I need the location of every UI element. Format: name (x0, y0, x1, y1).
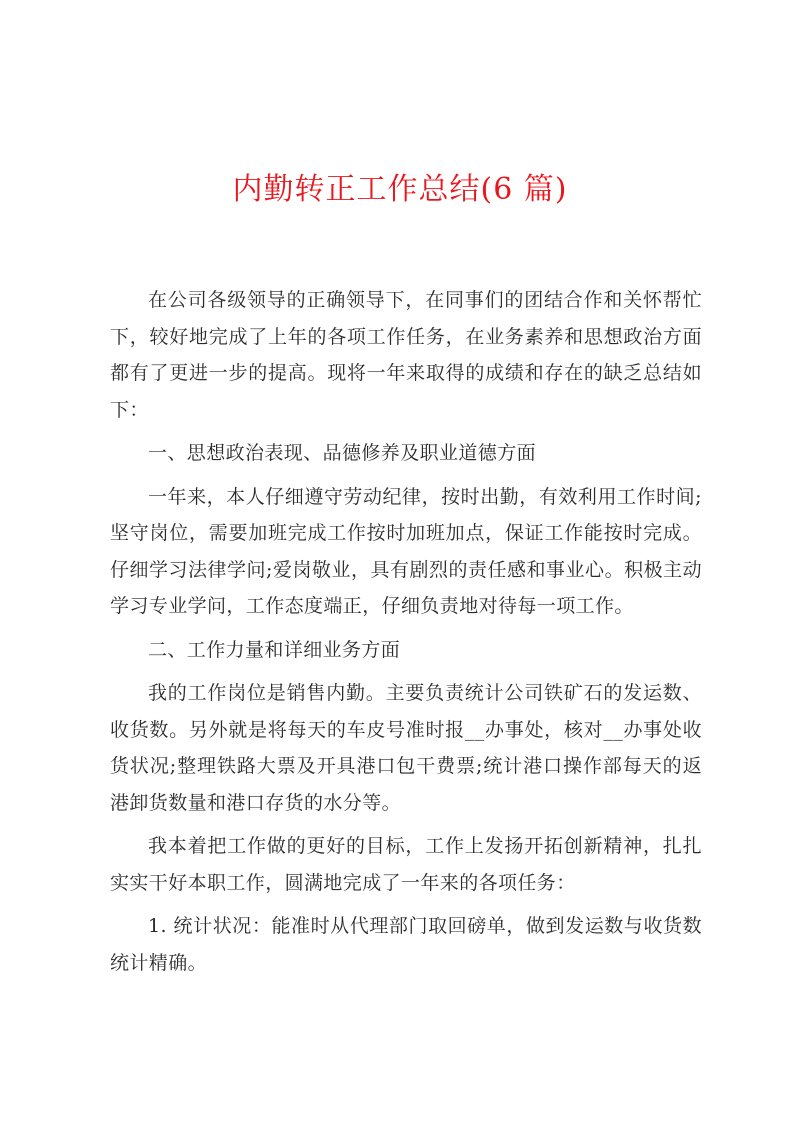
list-item-1: 1. 统计状况：能准时从代理部门取回磅单，做到发运数与收货数统计精确。 (110, 915, 702, 974)
paragraph-job-duties: 我的工作岗位是销售内勤。主要负责统计公司铁矿石的发运数、收货数。另外就是将每天的车皮号准时报__办事处，核对__办事处收货状况;整理铁路大票及开具港口包干费票;统计港口操作部每天的返港卸货数量和港口存货的水分等。 (110, 682, 702, 814)
paragraph-intro: 在公司各级领导的正确领导下，在同事们的团结合作和关怀帮忙下，较好地完成了上年的各项工作任务，在业务素养和思想政治方面都有了更进一步的提高。现将一年来取得的成绩和存在的缺乏总结如下： (110, 289, 702, 421)
document-body (110, 282, 702, 988)
document-title: 内勤转正工作总结(6 篇) (232, 172, 568, 207)
paragraph-section-1: 一年来，本人仔细遵守劳动纪律，按时出勤，有效利用工作时间;坚守岗位，需要加班完成工作按时加班加点，保证工作能按时完成。仔细学习法律学问;爱岗敬业，具有剧烈的责任感和事业心。积极主动学习专业学问，工作态度端正，仔细负责地对待每一项工作。 (110, 485, 702, 617)
paragraph-goals: 我本着把工作做的更好的目标，工作上发扬开拓创新精神，扎扎实实干好本职工作，圆满地完成了一年来的各项任务： (110, 835, 702, 894)
section-heading-2: 二、工作力量和详细业务方面 (148, 638, 401, 661)
section-heading-1: 一、思想政治表现、品德修养及职业道德方面 (148, 442, 537, 464)
